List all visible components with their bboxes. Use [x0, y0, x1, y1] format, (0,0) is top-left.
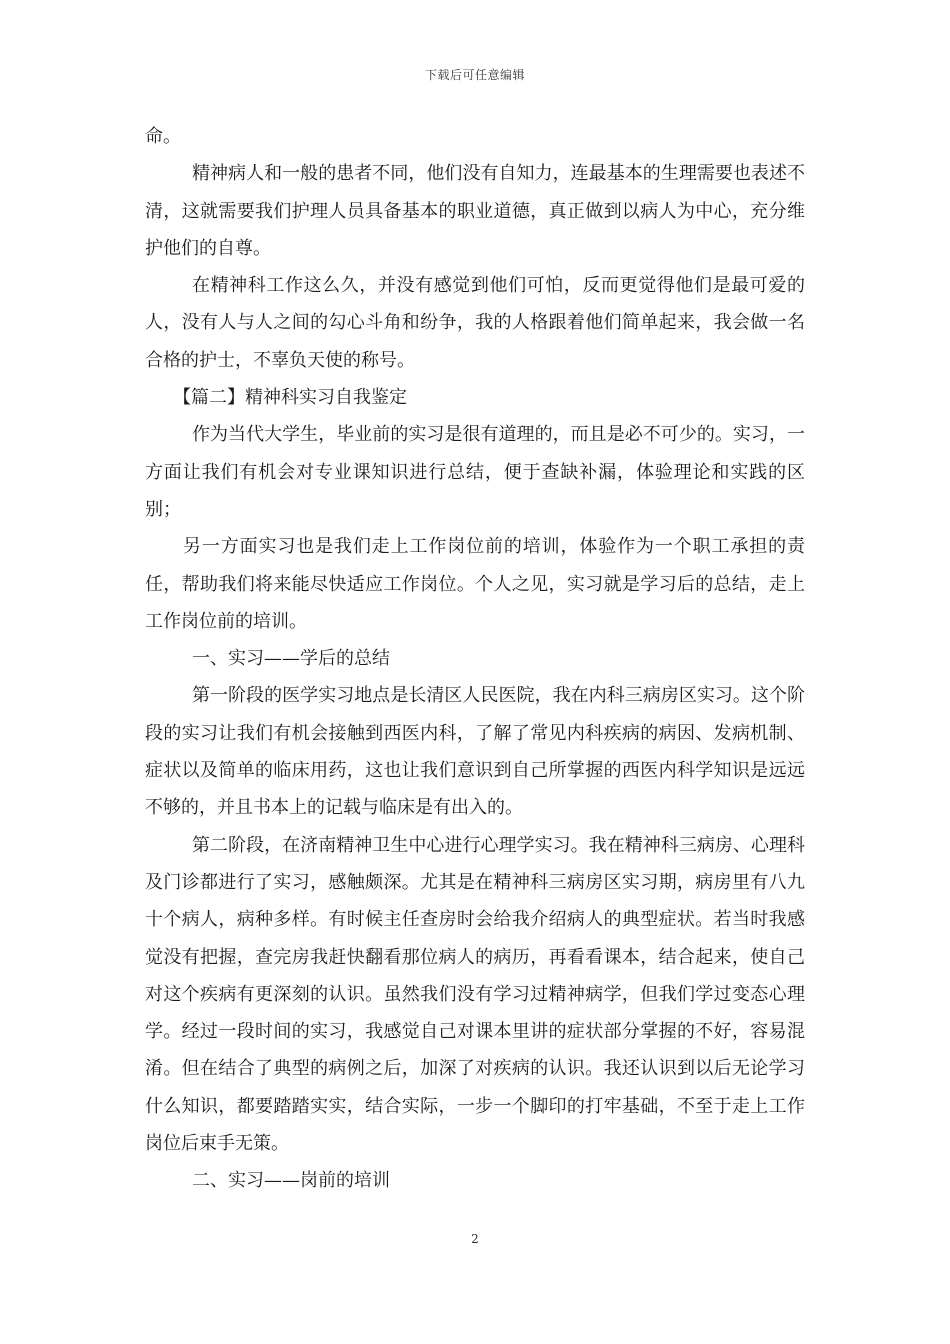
paragraph: 第二阶段，在济南精神卫生中心进行心理学实习。我在精神科三病房、心理科及门诊都进行了实习，感触颇深。尤其是在精神科三病房区实习期，病房里有八九十个病人，病种多样。有时候主任查房时会给我介绍病人的典型症状。若当时我感觉没有把握，查完房我赶快翻看那位病人的病历，再看看课本，结合起来，使自己对这个疾病有更深刻的认识。虽然我们没有学习过精神病学，但我们学过变态心理学。经过一段时间的实习，我感觉自己对课本里讲的症状部分掌握的不好，容易混淆。但在结合了典型的病例之后，加深了对疾病的认识。我还认识到以后无论学习什么知识，都要踏踏实实，结合实际，一步一个脚印的打牢基础，不至于走上工作岗位后束手无策。: [145, 834, 805, 1155]
paragraph-continuation: 命。: [145, 126, 181, 147]
subsection-heading: 二、实习——岗前的培训: [192, 1170, 390, 1192]
document-body: [145, 118, 805, 1200]
subsection-heading: 一、实习——学后的总结: [192, 648, 390, 670]
paragraph: 第一阶段的医学实习地点是长清区人民医院，我在内科三病房区实习。这个阶段的实习让我们有机会接触到西医内科，了解了常见内科疾病的病因、发病机制、症状以及简单的临床用药，这也让我们意识到自己所掌握的西医内科学知识是远远不够的，并且书本上的记载与临床是有出入的。: [145, 685, 805, 819]
paragraph: 在精神科工作这么久，并没有感觉到他们可怕，反而更觉得他们是最可爱的人，没有人与人之间的勾心斗角和纷争，我的人格跟着他们简单起来，我会做一名合格的护士，不辜负天使的称号。: [145, 275, 805, 371]
section-title: 【篇二】精神科实习自我鉴定: [173, 387, 407, 409]
page-number: 2: [471, 1232, 479, 1246]
paragraph: 另一方面实习也是我们走上工作岗位前的培训，体验作为一个职工承担的责任，帮助我们将来能尽快适应工作岗位。个人之见，实习就是学习后的总结，走上工作岗位前的培训。: [145, 536, 805, 632]
paragraph: 精神病人和一般的患者不同，他们没有自知力，连最基本的生理需要也表述不清，这就需要我们护理人员具备基本的职业道德，真正做到以病人为中心，充分维护他们的自尊。: [145, 163, 805, 259]
paragraph: 作为当代大学生，毕业前的实习是很有道理的，而且是必不可少的。实习，一方面让我们有机会对专业课知识进行总结，便于查缺补漏，体验理论和实践的区别；: [145, 424, 805, 520]
page-header: 下载后可任意编辑: [424, 68, 525, 82]
